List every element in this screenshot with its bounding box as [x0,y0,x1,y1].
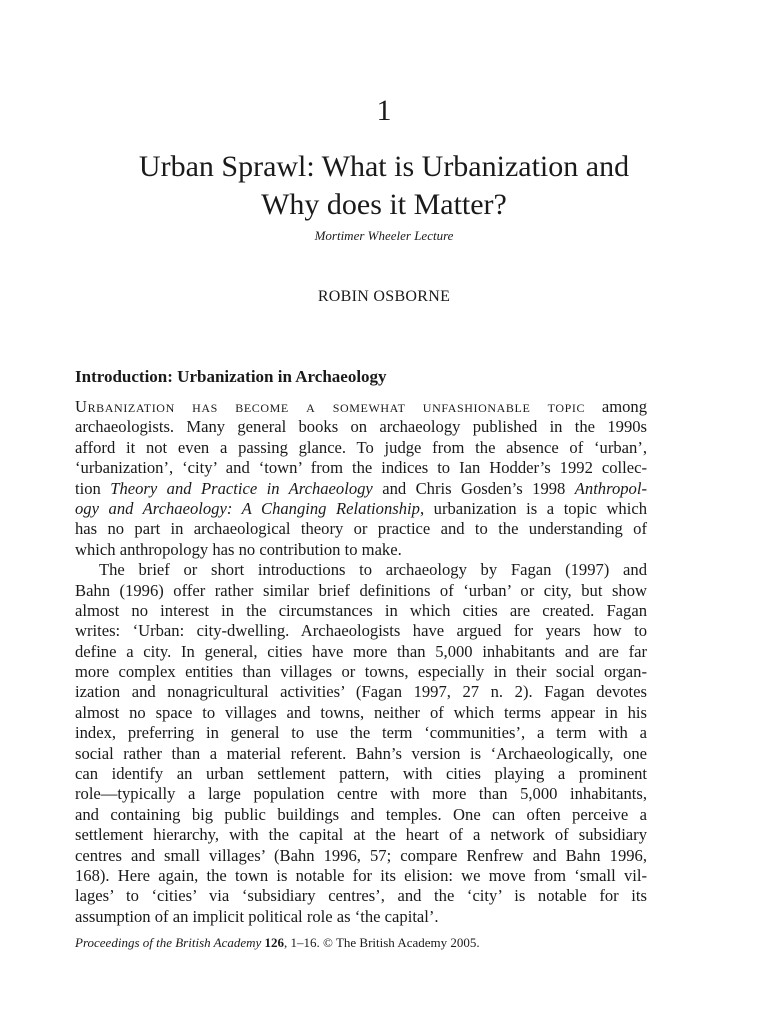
text-line: ization and nonagricultural activities’ (Fagan 1997, 27 n. 2). Fagan devotes [75,682,647,702]
text-line: The brief or short introductions to archaeology by Fagan (1997) and [99,560,647,580]
text-line: afford it not even a passing glance. To judge from the absence of ‘urban’, [75,437,647,457]
chapter-title-line-2: Why does it Matter? [261,188,507,221]
chapter-title [60,148,708,224]
book-title: Anthropol- [574,478,647,498]
text-line: can identify an urban settlement pattern, with cities playing a prominent [75,764,647,784]
text-line: centres and small villages’ (Bahn 1996, 57; compare Renfrew and Bahn 1996, [75,845,647,865]
section-heading: Introduction: Urbanization in Archaeology [75,367,387,386]
book-title: ogy and Archaeology: A Changing Relationship [75,498,420,518]
text-line: role—typically a large population centre with more than 5,000 inhabitants, [75,784,647,804]
text-line: 168). Here again, the town is notable for its elision: we move from ‘small vil- [75,865,647,885]
chapter-subtitle: Mortimer Wheeler Lecture [314,228,454,243]
text-line: lages’ to ‘cities’ via ‘subsidiary centres’, and the ‘city’ is notable for its [75,886,647,906]
text-line [75,397,647,417]
text-line: has no part in archaeological theory or practice and to the understanding of [75,519,647,539]
text-fragment: among [585,397,648,416]
text-line: almost no space to villages and towns, neither of which terms appear in his [75,702,647,722]
text-line [75,479,647,499]
footer-citation: , 1–16. © The British Academy 2005. [284,935,480,950]
chapter-number: 1 [376,94,392,127]
paragraph-1 [75,397,647,560]
page-footer [75,935,480,951]
text-line: which anthropology has no contribution to make. [75,539,402,559]
paragraph-2 [75,560,647,927]
text-line: more complex entities than villages or towns, especially in their social organ- [75,662,647,682]
volume-number: 126 [264,935,285,950]
author-name: ROBIN OSBORNE [317,288,451,305]
text-line: define a city. In general, cities have more than 5,000 inhabitants and are far [75,641,647,661]
text-line: almost no interest in the circumstances in which cities are created. Fagan [75,600,647,620]
text-fragment: tion [75,478,111,498]
text-line: writes: ‘Urban: city-dwelling. Archaeologists have argued for years how to [75,621,647,641]
text-line: settlement hierarchy, with the capital at the heart of a network of subsidiary [75,825,647,845]
text-fragment: , urbanization is a topic which [419,498,647,518]
text-line: and containing big public buildings and temples. One can often perceive a [75,804,647,824]
text-line: Bahn (1996) offer rather similar brief definitions of ‘urban’ or city, but show [75,580,647,600]
text-line: assumption of an implicit political role as ‘the capital’. [75,906,439,926]
book-title: Theory and Practice in Archaeology [110,478,373,498]
chapter-title-line-1: Urban Sprawl: What is Urbanization and [138,150,630,183]
text-line [75,499,647,519]
journal-name: Proceedings of the British Academy [75,935,262,950]
text-line: archaeologists. Many general books on archaeology published in the 1990s [75,417,647,437]
body-text [75,397,647,927]
text-line: social rather than a material referent. Bahn’s version is ‘Archaeologically, one [75,743,647,763]
small-caps-opening: Urbanization has become a somewhat unfashionable topic [75,397,586,416]
text-line: ‘urbanization’, ‘city’ and ‘town’ from the indices to Ian Hodder’s 1992 collec- [75,458,647,478]
text-fragment: and Chris Gosden’s 1998 [372,478,575,498]
text-line: index, preferring in general to use the term ‘communities’, a term with a [75,723,647,743]
